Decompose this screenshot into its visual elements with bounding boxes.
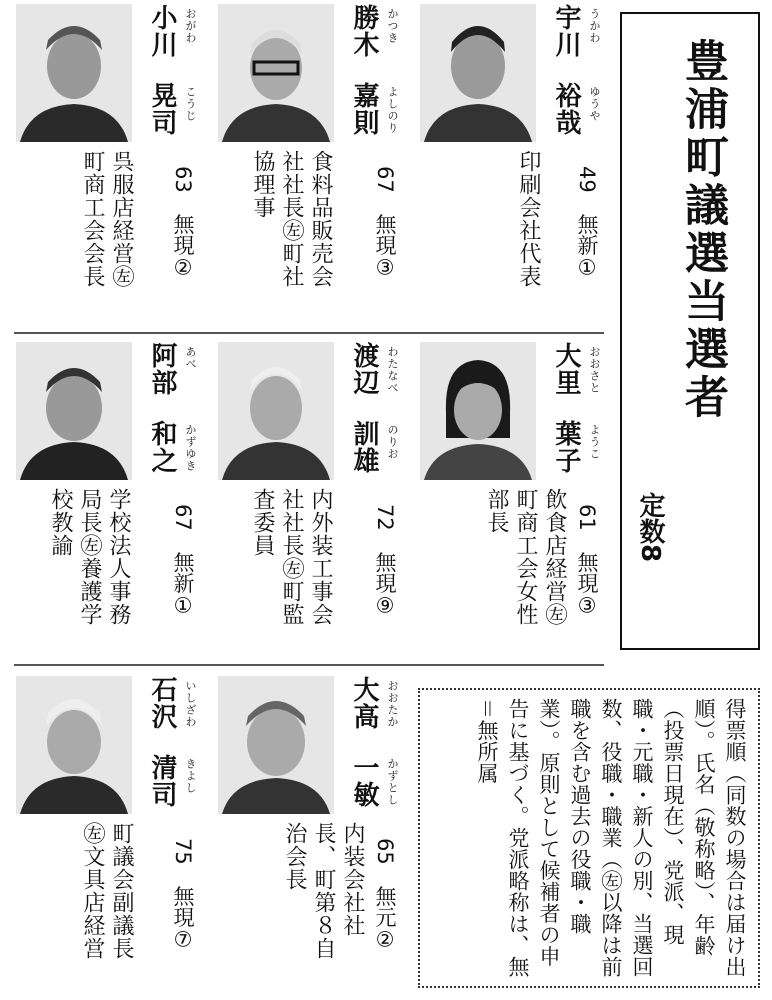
candidate-surname-ruby: おがわ: [184, 8, 197, 44]
candidate-surname: 大高: [349, 676, 379, 730]
candidate-surname-ruby: おおたか: [386, 680, 399, 728]
title-box: [620, 12, 760, 650]
candidate-card: [420, 4, 610, 304]
candidate-given-name: 一敏: [349, 754, 379, 808]
candidate-given-ruby: よしのり: [386, 86, 399, 134]
candidate-given-ruby: ゆうや: [588, 86, 601, 122]
candidate-surname: 大里: [551, 342, 581, 396]
candidate-given-name: 訓雄: [349, 420, 379, 474]
candidate-occupation: 内装会社社長、町第８自治会長: [282, 822, 365, 960]
candidate-occupation: 町議会副議長㊧文具店経営: [80, 822, 134, 960]
candidate-given-name: 裕哉: [551, 82, 581, 136]
candidate-card: [16, 4, 206, 304]
candidate-occupation: 印刷会社代表: [516, 150, 541, 288]
candidate-meta: 72 無現⑨: [373, 504, 397, 618]
candidate-photo: [16, 676, 132, 814]
candidate-given-ruby: きよし: [184, 758, 197, 794]
candidate-given-ruby: かずゆき: [184, 424, 197, 472]
candidate-photo: [16, 342, 132, 480]
candidate-name: [340, 676, 410, 836]
candidate-card: [218, 342, 408, 642]
legend-note-text: 得票順（同数の場合は届け出順）。氏名（敬称略）、年齢（投票日現在）、党派、現職・元職・新人の別、当選回数、役職・職業（㊧以降は前職を含む過去の役職・職業）。原則として候補者の申告に基づく。党派略称は、無＝無所属: [475, 698, 747, 978]
candidate-meta: 67 無新①: [171, 504, 195, 618]
candidate-name: [340, 4, 410, 164]
candidate-meta: 75 無現⑦: [171, 838, 195, 952]
legend-note-box: [418, 688, 760, 988]
candidate-name: [542, 342, 612, 502]
candidate-photo: [420, 342, 536, 480]
candidate-surname: 阿部: [147, 342, 177, 396]
candidate-card: [218, 4, 408, 304]
candidate-photo: [218, 4, 334, 142]
candidate-surname-ruby: いしざわ: [184, 680, 197, 728]
candidate-photo: [420, 4, 536, 142]
candidate-occupation: 呉服店経営㊧町商工会会長: [80, 150, 134, 288]
candidate-surname-ruby: うかわ: [588, 8, 601, 44]
candidate-name: [138, 4, 208, 164]
candidate-name: [138, 676, 208, 836]
candidate-surname-ruby: おおさと: [588, 346, 601, 394]
candidate-given-ruby: かずとし: [386, 758, 399, 806]
candidate-given-name: 嘉則: [349, 82, 379, 136]
row-divider-2: [14, 664, 604, 666]
seat-count: 定数8: [635, 492, 665, 563]
candidate-surname-ruby: あべ: [184, 346, 197, 370]
candidate-given-name: 清司: [147, 754, 177, 808]
candidate-given-ruby: こうじ: [184, 86, 197, 122]
candidate-surname: 小川: [147, 4, 177, 58]
candidate-name: [138, 342, 208, 502]
candidate-occupation: 内外装工事会社社長㊧町監査委員: [250, 488, 333, 626]
candidate-card: [16, 342, 206, 642]
candidate-occupation: 食料品販売会社社長㊧町社協理事: [250, 150, 333, 288]
candidate-given-name: 晃司: [147, 82, 177, 136]
candidate-meta: 67 無現③: [373, 166, 397, 280]
candidate-given-name: 葉子: [551, 420, 581, 474]
candidate-photo: [16, 4, 132, 142]
candidate-name: [340, 342, 410, 502]
candidate-surname-ruby: わたなべ: [386, 346, 399, 394]
candidate-photo: [218, 342, 334, 480]
candidate-given-ruby: のりお: [386, 424, 399, 460]
candidate-given-name: 和之: [147, 420, 177, 474]
candidate-meta: 49 無新①: [575, 166, 599, 280]
candidate-occupation: 学校法人事務局長㊧養護学校教諭: [48, 488, 131, 626]
candidate-meta: 63 無現②: [171, 166, 195, 280]
candidate-surname-ruby: かつき: [386, 8, 399, 44]
candidate-surname: 渡辺: [349, 342, 379, 396]
candidate-card: [218, 676, 408, 976]
candidate-surname: 石沢: [147, 676, 177, 730]
candidate-given-ruby: ようこ: [588, 424, 601, 460]
candidate-occupation: 飲食店経営㊧町商工会女性部長: [484, 488, 567, 626]
candidate-meta: 61 無現③: [575, 504, 599, 618]
candidate-card: [16, 676, 206, 976]
candidate-photo: [218, 676, 334, 814]
candidate-surname: 勝木: [349, 4, 379, 58]
row-divider-1: [14, 332, 604, 334]
candidate-card: [420, 342, 610, 642]
candidate-meta: 65 無元②: [373, 838, 397, 952]
page-title: 豊浦町議選当選者: [677, 38, 728, 422]
candidate-surname: 宇川: [551, 4, 581, 58]
candidate-name: [542, 4, 612, 164]
